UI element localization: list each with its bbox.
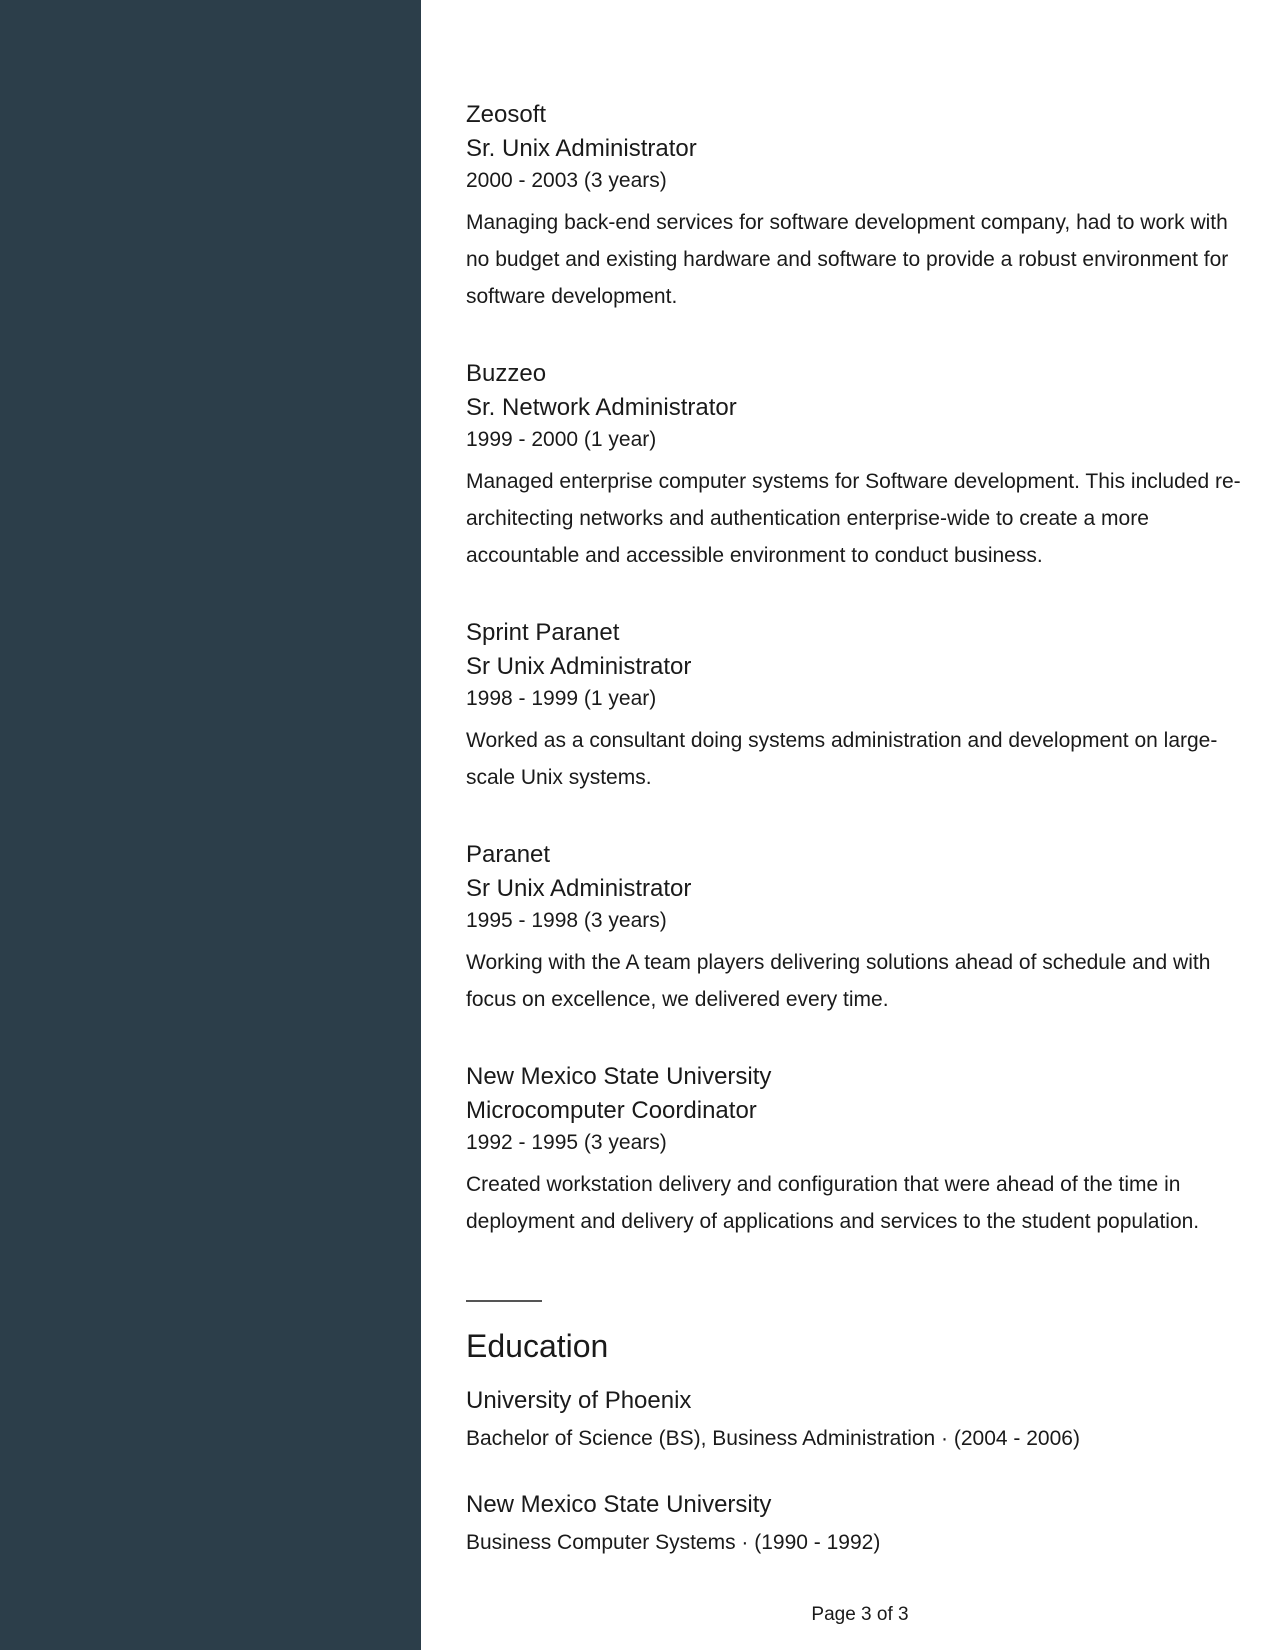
job-title: Microcomputer Coordinator <box>466 1097 757 1124</box>
job-description: Worked as a consultant doing systems administration and development on large-scale Unix systems. <box>466 729 1218 789</box>
section-divider <box>466 1300 542 1302</box>
job-description: Working with the A team players delivering solutions ahead of schedule and with focus on excellence, we delivered every time. <box>466 951 1211 1011</box>
company-name: New Mexico State University <box>466 1063 772 1090</box>
school-name: New Mexico State University <box>466 1491 772 1518</box>
education-heading: Education <box>466 1328 609 1364</box>
company-name: Zeosoft <box>466 101 547 128</box>
experience-item <box>466 357 1246 574</box>
job-dates: 1998 - 1999 (1 year) <box>466 687 657 710</box>
job-dates: 1992 - 1995 (3 years) <box>466 1131 667 1154</box>
education-item <box>466 1384 1246 1456</box>
job-title: Sr Unix Administrator <box>466 875 692 902</box>
school-name: University of Phoenix <box>466 1387 692 1414</box>
job-description: Created workstation delivery and configuration that were ahead of the time in deployment and delivery of applications and services to the student population. <box>466 1173 1200 1233</box>
experience-item <box>466 1060 1246 1240</box>
company-name: Sprint Paranet <box>466 619 620 646</box>
job-description: Managing back-end services for software development company, had to work with no budget and existing hardware and software to provide a robust environment for software development. <box>466 211 1229 308</box>
experience-item <box>466 838 1246 1018</box>
page-footer <box>421 1603 1275 1627</box>
job-dates: 2000 - 2003 (3 years) <box>466 169 667 192</box>
page-number: Page 3 of 3 <box>811 1604 909 1625</box>
job-dates: 1999 - 2000 (1 year) <box>466 428 657 451</box>
main-content <box>466 98 1246 1592</box>
experience-item <box>466 98 1246 315</box>
company-name: Buzzeo <box>466 360 547 387</box>
sidebar-panel <box>0 0 421 1650</box>
company-name: Paranet <box>466 841 551 868</box>
degree-details: Business Computer Systems · (1990 - 1992) <box>466 1531 881 1554</box>
job-title: Sr. Unix Administrator <box>466 135 697 162</box>
job-title: Sr. Network Administrator <box>466 394 737 421</box>
education-item <box>466 1488 1246 1560</box>
job-dates: 1995 - 1998 (3 years) <box>466 909 667 932</box>
experience-item <box>466 616 1246 796</box>
degree-details: Bachelor of Science (BS), Business Administration · (2004 - 2006) <box>466 1427 1080 1450</box>
job-title: Sr Unix Administrator <box>466 653 692 680</box>
job-description: Managed enterprise computer systems for Software development. This included re-architecting networks and authentication enterprise-wide to create a more accountable and accessible environment to conduct business. <box>466 470 1241 567</box>
